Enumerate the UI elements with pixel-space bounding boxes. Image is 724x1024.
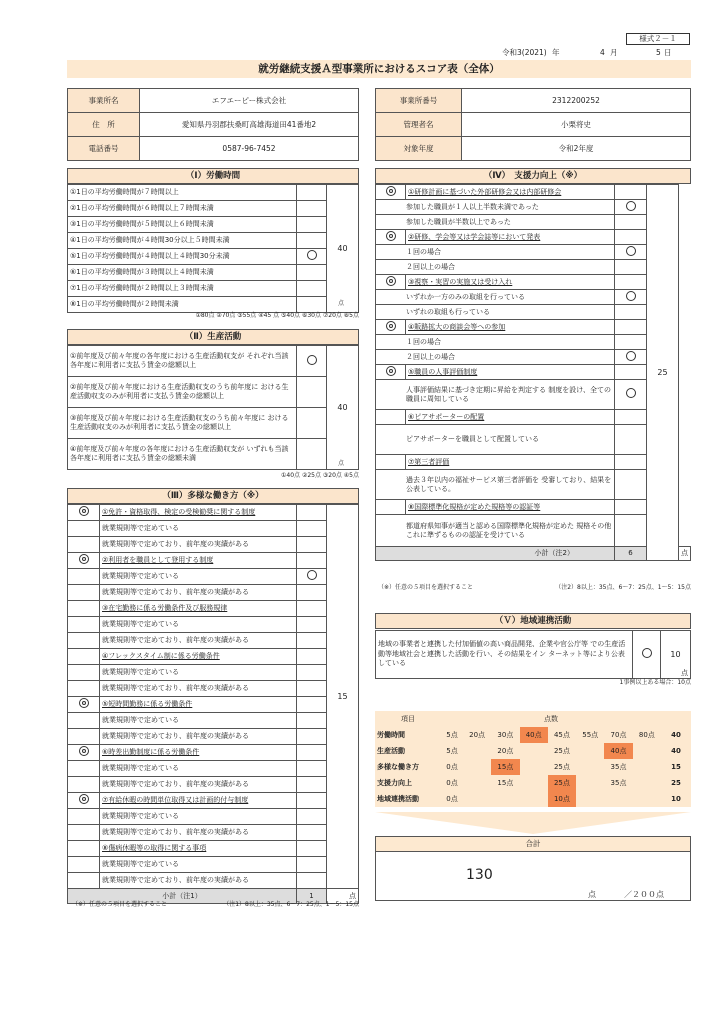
points-row (375, 743, 691, 759)
s5-text: 地域の事業者と連携した付加価値の高い商品開発、企業や官公庁等 での生産活動等地域社会と連携した活動を行い、その結果をイン ターネット等により公表している (376, 631, 633, 679)
s3-heading: ②利用者を職員として登用する制度 (100, 553, 297, 569)
s3-heading: ④フレックスタイム制に係る労働条件 (100, 649, 297, 665)
section1-table (67, 184, 359, 313)
s3-heading: ⑤短時間勤務に係る労働条件 (100, 697, 297, 713)
s3-option: 就業規則等で定めており、前年度の実績がある (100, 873, 297, 889)
points-cell: 5点 (446, 747, 458, 755)
s4-option: １回の場合 (376, 335, 615, 350)
date-day: 5 (656, 48, 661, 57)
points-cell (463, 743, 491, 759)
s4-heading: ④販路拡大の商談会等への参加 (406, 320, 615, 335)
date-month: 4 (600, 48, 605, 57)
total-max: ／２００点 (624, 890, 664, 899)
s4-heading: ⑥ピアサポーターの配置 (406, 410, 615, 425)
points-cell (633, 775, 661, 791)
section4-title: （Ⅳ） 支援力向上（※） (375, 168, 691, 184)
double-circle-icon (386, 276, 396, 286)
section4-table (375, 184, 691, 561)
s3-option: 就業規則等で定めている (100, 809, 297, 825)
points-cell (633, 743, 661, 759)
double-circle-icon (79, 698, 89, 708)
s3-option: 就業規則等で定めており、前年度の実績がある (100, 633, 297, 649)
s3-option: 就業規則等で定めている (100, 713, 297, 729)
s3-option: 就業規則等で定めており、前年度の実績がある (100, 777, 297, 793)
s3-heading: ⑧傷病休暇等の取得に関する事項 (100, 841, 297, 857)
points-row-label: 支援力向上 (377, 779, 412, 787)
s4-heading: ③視察・実習の実施又は受け入れ (406, 275, 615, 290)
s2-note: ①40点 ②25点 ③20点 ④5点 (281, 472, 359, 479)
points-cell: 40点 (604, 743, 632, 759)
s5-unit: 点 (681, 669, 688, 677)
s4-option: 参加した職員が半数以上であった (376, 215, 615, 230)
s4-heading: ⑤職員の人事評価制度 (406, 365, 615, 380)
s4-option: いずれか一方のみの取組を行っている (376, 290, 615, 305)
points-cell: 70点 (610, 731, 627, 739)
points-cell: 25点 (553, 763, 570, 771)
points-row-label: 労働時間 (377, 731, 405, 739)
selected-mark (307, 250, 317, 260)
s3-option: 就業規則等で定めており、前年度の実績がある (100, 585, 297, 601)
points-row (375, 775, 691, 791)
manager-label: 管理者名 (376, 113, 462, 137)
office-number: 2312200252 (462, 89, 691, 113)
points-row-total: 10 (671, 795, 681, 803)
points-cell (633, 791, 661, 807)
points-row-total: 15 (671, 763, 681, 771)
points-cell (576, 759, 604, 775)
s3-heading: ⑦有給休暇の時間単位取得又は計画的付与制度 (100, 793, 297, 809)
address: 愛知県丹羽郡扶桑町高雄海道田41番地2 (140, 113, 359, 137)
points-cell: 80点 (638, 731, 655, 739)
s4-heading: ⑦第三者評価 (406, 455, 615, 470)
address-label: 住 所 (68, 113, 140, 137)
s1-item: ⑧1日の平均労働時間が２時間未満 (68, 297, 297, 313)
points-cell (463, 775, 491, 791)
s1-item: ⑤1日の平均労働時間が４時間以上４時間30分未満 (68, 249, 297, 265)
s1-item: ③1日の平均労働時間が５時間以上６時間未満 (68, 217, 297, 233)
s3-subtotal: 1 (297, 889, 327, 904)
points-cell: 20点 (469, 731, 486, 739)
selected-mark (626, 351, 636, 361)
selected-mark (307, 570, 317, 580)
page-title: 就労継続支援Ａ型事業所におけるスコア表（全体） (67, 60, 691, 78)
points-cell: 35点 (610, 779, 627, 787)
s1-item: ②1日の平均労働時間が６時間以上７時間未満 (68, 201, 297, 217)
s3-subtotal-label: 小計（注1） (68, 889, 297, 904)
s4-heading: ①研修計画に基づいた外部研修会又は内部研修会 (406, 185, 615, 200)
date-year-unit: 年 (552, 48, 560, 57)
points-cell (520, 791, 548, 807)
office-label: 事業所名 (68, 89, 140, 113)
points-cell (520, 743, 548, 759)
s4-subtotal-label: 小計（注2） (376, 547, 615, 561)
s3-option: 就業規則等で定めている (100, 857, 297, 873)
points-row-label: 生産活動 (377, 747, 405, 755)
points-row-label: 多様な働き方 (377, 763, 419, 771)
points-cell: 25点 (548, 775, 576, 791)
s2-score: 40 (327, 346, 359, 470)
s1-item: ①1日の平均労働時間が７時間以上 (68, 185, 297, 201)
s4-option: 都道府県知事が適当と認める国際標準化規格が定めた 規格その他これに準ずるものの認証を受けている (376, 515, 615, 547)
s4-option: ピアサポーターを職員として配置している (376, 425, 615, 455)
s2-item: ①前年度及び前々年度の各年度における生産活動収支が それぞれ当該各年度に利用者に支払う賃金の総額以上 (68, 346, 297, 377)
s4-option: 参加した職員が１人以上半数未満であった (376, 200, 615, 215)
double-circle-icon (79, 794, 89, 804)
points-panel (375, 711, 691, 807)
manager-name: 小栗将史 (462, 113, 691, 137)
selected-mark (626, 388, 636, 398)
points-cell: 15点 (491, 759, 519, 775)
points-row-label: 地域連携活動 (377, 795, 419, 803)
s3-option: 就業規則等で定めており、前年度の実績がある (100, 537, 297, 553)
s4-option: 過去３年以内の福祉サービス第三者評価を 受審しており、結果を公表している。 (376, 470, 615, 500)
points-cell: 20点 (497, 747, 514, 755)
s4-note-right: （注2）8以上：35点、6～7：25点、1～5：15点 (555, 584, 691, 591)
selected-mark (626, 246, 636, 256)
s3-note-right: （注1）8以上：35点、6～7：25点、1～5：15点 (223, 901, 359, 908)
number-label: 事業所番号 (376, 89, 462, 113)
points-cell (520, 759, 548, 775)
points-cell: 0点 (446, 763, 458, 771)
points-row (375, 791, 691, 807)
points-row-total: 25 (671, 779, 681, 787)
points-row-total: 40 (671, 731, 681, 739)
double-circle-icon (79, 506, 89, 516)
points-cell (463, 791, 491, 807)
points-cell (576, 743, 604, 759)
s3-unit: 点 (327, 889, 359, 904)
year-label: 対象年度 (376, 137, 462, 161)
s3-option: 就業規則等で定めている (100, 617, 297, 633)
points-cell: 35点 (610, 763, 627, 771)
s3-option: 就業規則等で定めており、前年度の実績がある (100, 729, 297, 745)
double-circle-icon (386, 321, 396, 331)
points-cell: 45点 (553, 731, 570, 739)
s5-note: 1事例以上ある場合：10点 (619, 679, 691, 686)
form-number: 様式２－１ (626, 33, 690, 45)
s3-score: 15 (327, 505, 359, 889)
points-cell: 55点 (582, 731, 599, 739)
points-cell (463, 759, 491, 775)
double-circle-icon (79, 746, 89, 756)
s3-option: 就業規則等で定めている (100, 569, 297, 585)
points-table (375, 711, 691, 807)
s3-option: 就業規則等で定めている (100, 761, 297, 777)
s5-score: 10 (670, 650, 681, 659)
points-cell: 0点 (446, 779, 458, 787)
points-item-header: 項目 (401, 715, 415, 723)
points-cell: 0点 (446, 795, 458, 803)
points-cell (604, 791, 632, 807)
date-era: 令和3(2021) (502, 48, 547, 57)
s3-heading: ①免許・資格取得、検定の受検勧奨に関する制度 (100, 505, 297, 521)
selected-mark (626, 291, 636, 301)
points-cell: 10点 (548, 791, 576, 807)
s3-heading: ⑥時差出勤制度に係る労働条件 (100, 745, 297, 761)
points-cell: 30点 (497, 731, 514, 739)
s3-option: 就業規則等で定めている (100, 665, 297, 681)
s4-option: ２回以上の場合 (376, 350, 615, 365)
points-cell: 25点 (553, 747, 570, 755)
s3-option: 就業規則等で定めている (100, 521, 297, 537)
points-cell (633, 759, 661, 775)
s4-option: いずれの取組も行っている (376, 305, 615, 320)
office-name: エフエーピー株式会社 (140, 89, 359, 113)
selected-mark (307, 355, 317, 365)
points-row (375, 759, 691, 775)
s1-item: ⑥1日の平均労働時間が３時間以上４時間未満 (68, 265, 297, 281)
s4-option: ２回以上の場合 (376, 260, 615, 275)
points-cell (576, 775, 604, 791)
date-day-unit: 日 (664, 48, 672, 57)
s2-unit: 点 (338, 460, 345, 467)
s4-unit: 点 (679, 547, 691, 561)
date-month-unit: 月 (610, 48, 618, 57)
phone-label: 電話番号 (68, 137, 140, 161)
section3-table (67, 504, 359, 904)
points-row-total: 40 (671, 747, 681, 755)
s2-item: ③前年度及び前々年度における生産活動収支のうち前々年度に おける生産活動収支のみが利用者に支払う賃金の総額以上 (68, 408, 297, 439)
s4-option: １回の場合 (376, 245, 615, 260)
s4-heading: ⑧国際標準化規格が定めた規格等の認証等 (406, 500, 615, 515)
s1-item: ④1日の平均労働時間が４時間30分以上５時間未満 (68, 233, 297, 249)
s1-unit: 点 (338, 300, 345, 307)
section3-title: （Ⅲ）多様な働き方（※） (67, 488, 359, 504)
points-cell (520, 775, 548, 791)
info-right (375, 88, 691, 161)
points-cell: 5点 (446, 731, 458, 739)
points-cell (491, 791, 519, 807)
s3-heading: ③在宅勤務に係る労働条件及び服務規律 (100, 601, 297, 617)
phone: 0587-96-7452 (140, 137, 359, 161)
s3-option: 就業規則等で定めており、前年度の実績がある (100, 681, 297, 697)
info-left (67, 88, 359, 161)
total-value: 130 (466, 867, 493, 883)
total-unit: 点 (588, 890, 596, 899)
points-cell (576, 791, 604, 807)
selected-mark (626, 201, 636, 211)
s2-item: ②前年度及び前々年度における生産活動収支のうち前年度に おける生産活動収支のみが利用者に支払う賃金の総額以上 (68, 377, 297, 408)
s4-note-left: （※）任意の５項目を選択すること (378, 584, 474, 591)
s1-note: ①80点 ②70点 ③55点 ④45 点 ⑤40点 ⑥30点 ⑦20点 ⑧5点 (195, 312, 359, 319)
s1-score: 40 (327, 185, 359, 313)
total-label: 合計 (376, 837, 690, 852)
double-circle-icon (386, 366, 396, 376)
s2-item: ④前年度及び前々年度の各年度における生産活動収支が いずれも当該各年度に利用者に支払う賃金の総額未満 (68, 439, 297, 470)
s4-heading: ②研修、学会等又は学会誌等において発表 (406, 230, 615, 245)
section5-table (375, 630, 691, 679)
double-circle-icon (386, 231, 396, 241)
section2-title: （Ⅱ）生産活動 (67, 329, 359, 345)
points-score-header: 点数 (544, 715, 558, 723)
total-box (375, 836, 691, 901)
section2-table (67, 345, 359, 470)
points-cell: 40点 (520, 727, 548, 743)
selected-mark (642, 648, 652, 658)
target-year: 令和2年度 (462, 137, 691, 161)
s1-item: ⑦1日の平均労働時間が２時間以上３時間未満 (68, 281, 297, 297)
s3-option: 就業規則等で定めており、前年度の実績がある (100, 825, 297, 841)
points-row (375, 727, 691, 743)
s4-subtotal: 6 (615, 547, 647, 561)
points-cell: 15点 (497, 779, 514, 787)
s4-score: 25 (647, 185, 679, 561)
down-arrow-icon (375, 812, 691, 834)
s4-option: 人事評価結果に基づき定期に昇給を判定する 制度を設け、全ての職員に周知している (376, 380, 615, 410)
double-circle-icon (386, 186, 396, 196)
section1-title: （Ⅰ）労働時間 (67, 168, 359, 184)
double-circle-icon (79, 554, 89, 564)
s3-note-left: （※）任意の５項目を選択すること (72, 901, 168, 908)
section5-title: （Ｖ）地域連携活動 (375, 613, 691, 629)
